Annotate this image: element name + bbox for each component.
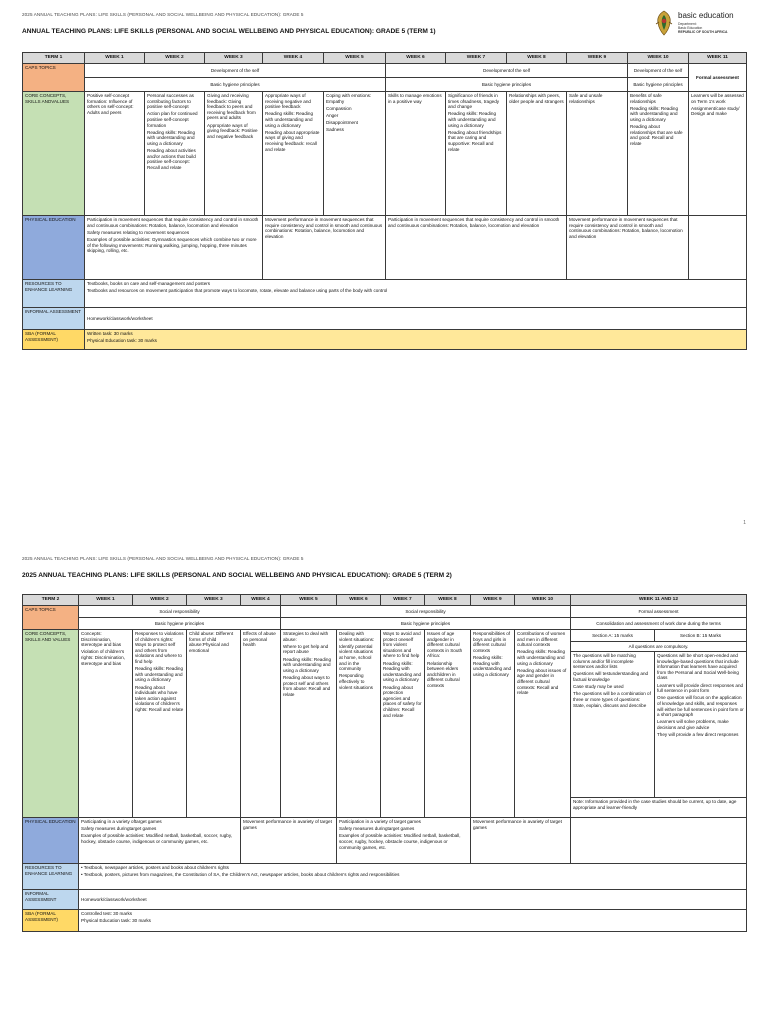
formal-section-a-details: The questions will be matching columns and/or fill incomplete sentences and/or lists Questions will testunderstanding and factual knowledge Case study may be used The questions will be a combination of three or more types of questions: State, explain, discuss and describe — [571, 652, 655, 798]
row-label-sba: SBA (FORMAL ASSESSMENT) — [23, 910, 79, 932]
resources-cell: Textbooks, books on care and self-management and posters Textbooks and resources on movement participation that promote ways to locomote, rotate, elevate and balance using parts of the body with control — [85, 280, 747, 308]
caps-hygiene: Basic hygiene principles — [79, 618, 281, 630]
core-cell-w7: Significance of friends in times ofsadness, tragedy and change Reading skills: Reading with understanding and using a dictionary Reading about friendships that are caring and supportive: Recall and relate — [446, 92, 507, 216]
sba-row — [23, 910, 747, 932]
header-week: WEEK 11 AND 12 — [571, 595, 747, 606]
row-label-informal: INFORMAL ASSESSMENT — [23, 308, 85, 330]
pe-row — [23, 818, 747, 864]
caps-topic: Developmentof the self — [386, 64, 628, 78]
coat-of-arms-icon — [654, 10, 674, 36]
caps-topic: Social responsibility — [281, 606, 571, 618]
core-cell-w2: Responses to violations of children's rights: Ways to protect self and others from violations and where to find help Reading skills: Reading with understanding and using a dictionary Reading about individuals who have taken action against violations of children's rights: Recall and relate — [133, 630, 187, 818]
core-cell-w5: Coping with emotions: Empathy Compassion Anger Disappointment Sadness — [324, 92, 386, 216]
header-row — [23, 53, 747, 64]
pe-cell: Participation in movement sequences that require consistency and control in smooth and continuous combinations: Rotation, balance, locomotion and elevation — [386, 216, 567, 280]
core-cell-w1: Positive self-concept formation: Influence of others on self-concept: Adults and peers — [85, 92, 145, 216]
header-week: WEEK 6 — [337, 595, 381, 606]
header-week: WEEK 7 — [446, 53, 507, 64]
page-number: 1 — [743, 520, 746, 526]
core-cell-w3: Child abuse: Different forms of child abuse:Physical and emotional — [187, 630, 241, 818]
header-week: WEEK 10 — [628, 53, 689, 64]
caps-hygiene: Basic hygiene principles — [628, 78, 689, 92]
core-cell-w3: Giving and receiving feedback: Giving feedback to peers and receiving feedback from peers and adults Appropriate ways of giving feedback: Positive and negative feedback — [205, 92, 263, 216]
core-cell-w11: Learners will be assessed on Term 1's work Assignment/case study/ Design and make — [689, 92, 747, 216]
header-week: WEEK 9 — [567, 53, 628, 64]
header-week: WEEK 10 — [515, 595, 571, 606]
pe-cell: Participation in movement sequences that require consistency and control in smooth and continuous combinations: Rotation, balance, locomotion and elevation Safety measures relating to movement sequences Examples of possible activities: Gymnastics sequences which combine two or more of the following movements: Running,walking, jumping, hopping, three minutes skipping, rolling, etc. — [85, 216, 263, 280]
header-week: WEEK 4 — [263, 53, 324, 64]
logo-line: Basic Education — [678, 25, 703, 30]
formal-compulsory: All questions are compulsory. — [571, 642, 747, 652]
pe-cell: Movement performance in avariety of target games — [241, 818, 337, 864]
formal-note: Note: Information provided in the case studies should be current, up to date, age appropriate and learner-friendly — [571, 798, 747, 818]
header-week: WEEK 4 — [241, 595, 281, 606]
resources-row — [23, 864, 747, 890]
core-cell-w6: Dealing with violent situations: Identify potential violent situations at home, school and in the community Responding effectively to violent situations — [337, 630, 381, 818]
formal-section-a: Section A: 15 marks — [571, 630, 655, 642]
pe-cell-empty — [689, 216, 747, 280]
header-week: WEEK 6 — [386, 53, 446, 64]
formal-section-b-details: Questions will be short open-ended and knowledge-based questions that include information that learners have acquired from the Personal and Social Well-being class Learners will provide direct responses and full sentence in point form One question will focus on the application of knowledge and skills, and responses will either be full sentences in point form or a short paragraph Learners will solve problems, make decisions and give advice They will provide a few direct responses — [655, 652, 747, 798]
row-label-caps: CAPS TOPICS — [23, 606, 79, 630]
logo-line: REPUBLIC OF SOUTH AFRICA — [678, 29, 728, 34]
informal-row — [23, 890, 747, 910]
pe-row — [23, 216, 747, 280]
row-label-core: CORE CONCEPTS, SKILLS AND VALUES — [23, 630, 79, 818]
header-week: WEEK 1 — [85, 53, 145, 64]
running-header: 2025 ANNUAL TEACHING PLANS: LIFE SKILLS (PERSONAL AND SOCIAL WELLBEING AND PHYSICAL EDUCATION): GRADE 5 — [22, 12, 304, 17]
header-week: WEEK 1 — [79, 595, 133, 606]
core-cell-w1: Concepts: Discrimination, stereotype and bias Violation of children's rights: Discrimination, stereotype and bias — [79, 630, 133, 818]
core-cell-w10: Benefits of safe relationships Reading skills: Reading with understanding and using a dictionary Reading about relationships that are safe and good: Recall and relate — [628, 92, 689, 216]
caps-consolidation: Consolidation and assessment of work done during the terms — [571, 618, 747, 630]
pe-cell: Participating in a variety oftarget games Safety measures duringtarget games Examples of possible activities: Modified netball, basketball, soccer, rugby, hockey, obstacle course, indigenous or community games, etc. — [79, 818, 241, 864]
core-cell-w5: Strategies to deal with abuse: Where to get help and report abuse Reading skills: Reading with understanding and using a dictionary Reading about ways to protect self and others from abuse: Recall and relate — [281, 630, 337, 818]
caps-topic: Social responsibility — [79, 606, 281, 618]
resources-row — [23, 280, 747, 308]
row-label-caps: CAPS TOPICS — [23, 64, 85, 92]
row-label-pe: PHYSICAL EDUCATION — [23, 216, 85, 280]
pe-cell: Participation in a variety of target games Safety measures duringtarget games Examples of possible activities: Modified netball, basketball, soccer, rugby, hockey, obstacle course, indigenous or community games, etc. — [337, 818, 471, 864]
row-label-core: CORE CONCEPTS, SKILLS ANDVALUES — [23, 92, 85, 216]
core-cell-w6: Skills to manage emotions in a positive way — [386, 92, 446, 216]
core-row — [23, 92, 747, 216]
header-term: TERM 2 — [23, 595, 79, 606]
term-1-plan-table — [22, 52, 747, 350]
caps-topic: Development of the self — [628, 64, 689, 78]
formal-section-b: Section B: 15 Marks — [655, 630, 747, 642]
caps-formal-assessment: Formal assessment — [571, 606, 747, 618]
logo-line: Department: — [678, 22, 697, 26]
core-cell-w7: Ways to avoid and protect oneself from violent situations and where to find help Reading skills: Reading with understanding and using a dictionary Reading about protection agencies and places of safety for children: Recall and relate — [381, 630, 425, 818]
header-week: WEEK 3 — [187, 595, 241, 606]
logo-title: basic education — [678, 11, 734, 20]
document-title: 2025 ANNUAL TEACHING PLANS: LIFE SKILLS (PERSONAL AND SOCIAL WELLBEING AND PHYSICAL EDUCATION): GRADE 5 (TERM 2) — [22, 572, 452, 579]
running-header: 2025 ANNUAL TEACHING PLANS: LIFE SKILLS (PERSONAL AND SOCIAL WELLBEING AND PHYSICAL EDUCATION): GRADE 5 — [22, 556, 304, 561]
row-label-pe: PHYSICAL EDUCATION — [23, 818, 79, 864]
pe-cell: Movement performance in avariety of target games — [471, 818, 571, 864]
header-week: WEEK 9 — [471, 595, 515, 606]
core-cell-w9: Safe and unsafe relationships — [567, 92, 628, 216]
informal-row — [23, 308, 747, 330]
row-label-informal: INFORMAL ASSESSMENT — [23, 890, 79, 910]
header-week: WEEK 5 — [324, 53, 386, 64]
row-label-sba: SBA (FORMAL ASSESSMENT) — [23, 330, 85, 350]
header-term: TERM 1 — [23, 53, 85, 64]
core-cell-w4: Appropriate ways of receiving negative and positive feedback Reading skills: Reading with understanding and using a dictionary Reading about appropriate ways of giving and receiving feedback: recall and relate — [263, 92, 324, 216]
header-row — [23, 595, 747, 606]
header-week: WEEK 2 — [145, 53, 205, 64]
document-title: ANNUAL TEACHING PLANS: LIFE SKILLS (PERSONAL AND SOCIAL WELLBEING AND PHYSICAL EDUCATION): GRADE 5 (TERM 1) — [22, 28, 436, 35]
header-week: WEEK 8 — [425, 595, 471, 606]
header-week: WEEK 7 — [381, 595, 425, 606]
caps-formal-assessment: Formal assessment — [689, 64, 747, 92]
core-cell-w8: Issues of age andgender in different cultural contexts in South Africa: Relationship between elders andchildren in different cultural contexts — [425, 630, 471, 818]
core-cell-w8: Relationships with peers, older people and strangers — [507, 92, 567, 216]
header-week: WEEK 11 — [689, 53, 747, 64]
header-week: WEEK 8 — [507, 53, 567, 64]
term-2-plan-table — [22, 594, 747, 932]
resources-cell: • Textbook, newspaper articles, posters and books about children's rights • Textbook, posters, pictures from magazines, the Constitution of SA, the Children's Act, newspaper articles, books about children's rights and responsibilities — [79, 864, 747, 890]
caps-hygiene: Basic hygiene principles — [85, 78, 386, 92]
core-cell-w9: Responsibilities of boys and girls in different cultural contexts Reading skills: Reading with understanding and using a dictionary — [471, 630, 515, 818]
row-label-resources: RESOURCES TO ENHANCE LEARNING — [23, 864, 79, 890]
page-term-2 — [0, 548, 768, 1024]
sba-cell: Written task: 30 marks Physical Education task: 30 marks — [85, 330, 747, 350]
header-week: WEEK 5 — [281, 595, 337, 606]
pe-cell: Movement performance in movement sequences that require consistency and control in smooth and continuous combinations: Rotation, balance, locomotion and elevation — [263, 216, 386, 280]
header-week: WEEK 2 — [133, 595, 187, 606]
informal-cell: Homework/classwork/worksheet — [85, 308, 747, 330]
row-label-resources: RESOURCES TO ENHANCE LEARNING — [23, 280, 85, 308]
core-cell-w10: Contributions of women and men in different cultural contexts Reading skills: Reading with understanding and using a dictionary Reading about issues of age and gender in different cultural contexts: Recall and relate — [515, 630, 571, 818]
caps-topic: Development of the self — [85, 64, 386, 78]
sba-cell: Controlled test: 30 marks Physical Education task: 30 marks — [79, 910, 747, 932]
sba-row — [23, 330, 747, 350]
core-cell-w2: Personal successes as contributing factors to positive self-concept Action plan for continued positive self-concept formation Reading skills: Reading with understanding and using a dictionary Reading about activities and/or actions that build positive self-concept: Recall and relate — [145, 92, 205, 216]
dbe-logo — [654, 8, 754, 42]
pe-cell: Movement performance in movement sequences that require consistency and control in smooth and continuous combinations: Rotation, balance, locomotion and elevation — [567, 216, 689, 280]
core-cell-w4: Effects of abuse on personal health — [241, 630, 281, 818]
caps-hygiene: Basic hygiene principles — [386, 78, 628, 92]
informal-cell: Homework/classwork/worksheet — [79, 890, 747, 910]
pe-cell-empty — [571, 818, 747, 864]
caps-hygiene: Basic hygiene principles — [281, 618, 571, 630]
header-week: WEEK 3 — [205, 53, 263, 64]
